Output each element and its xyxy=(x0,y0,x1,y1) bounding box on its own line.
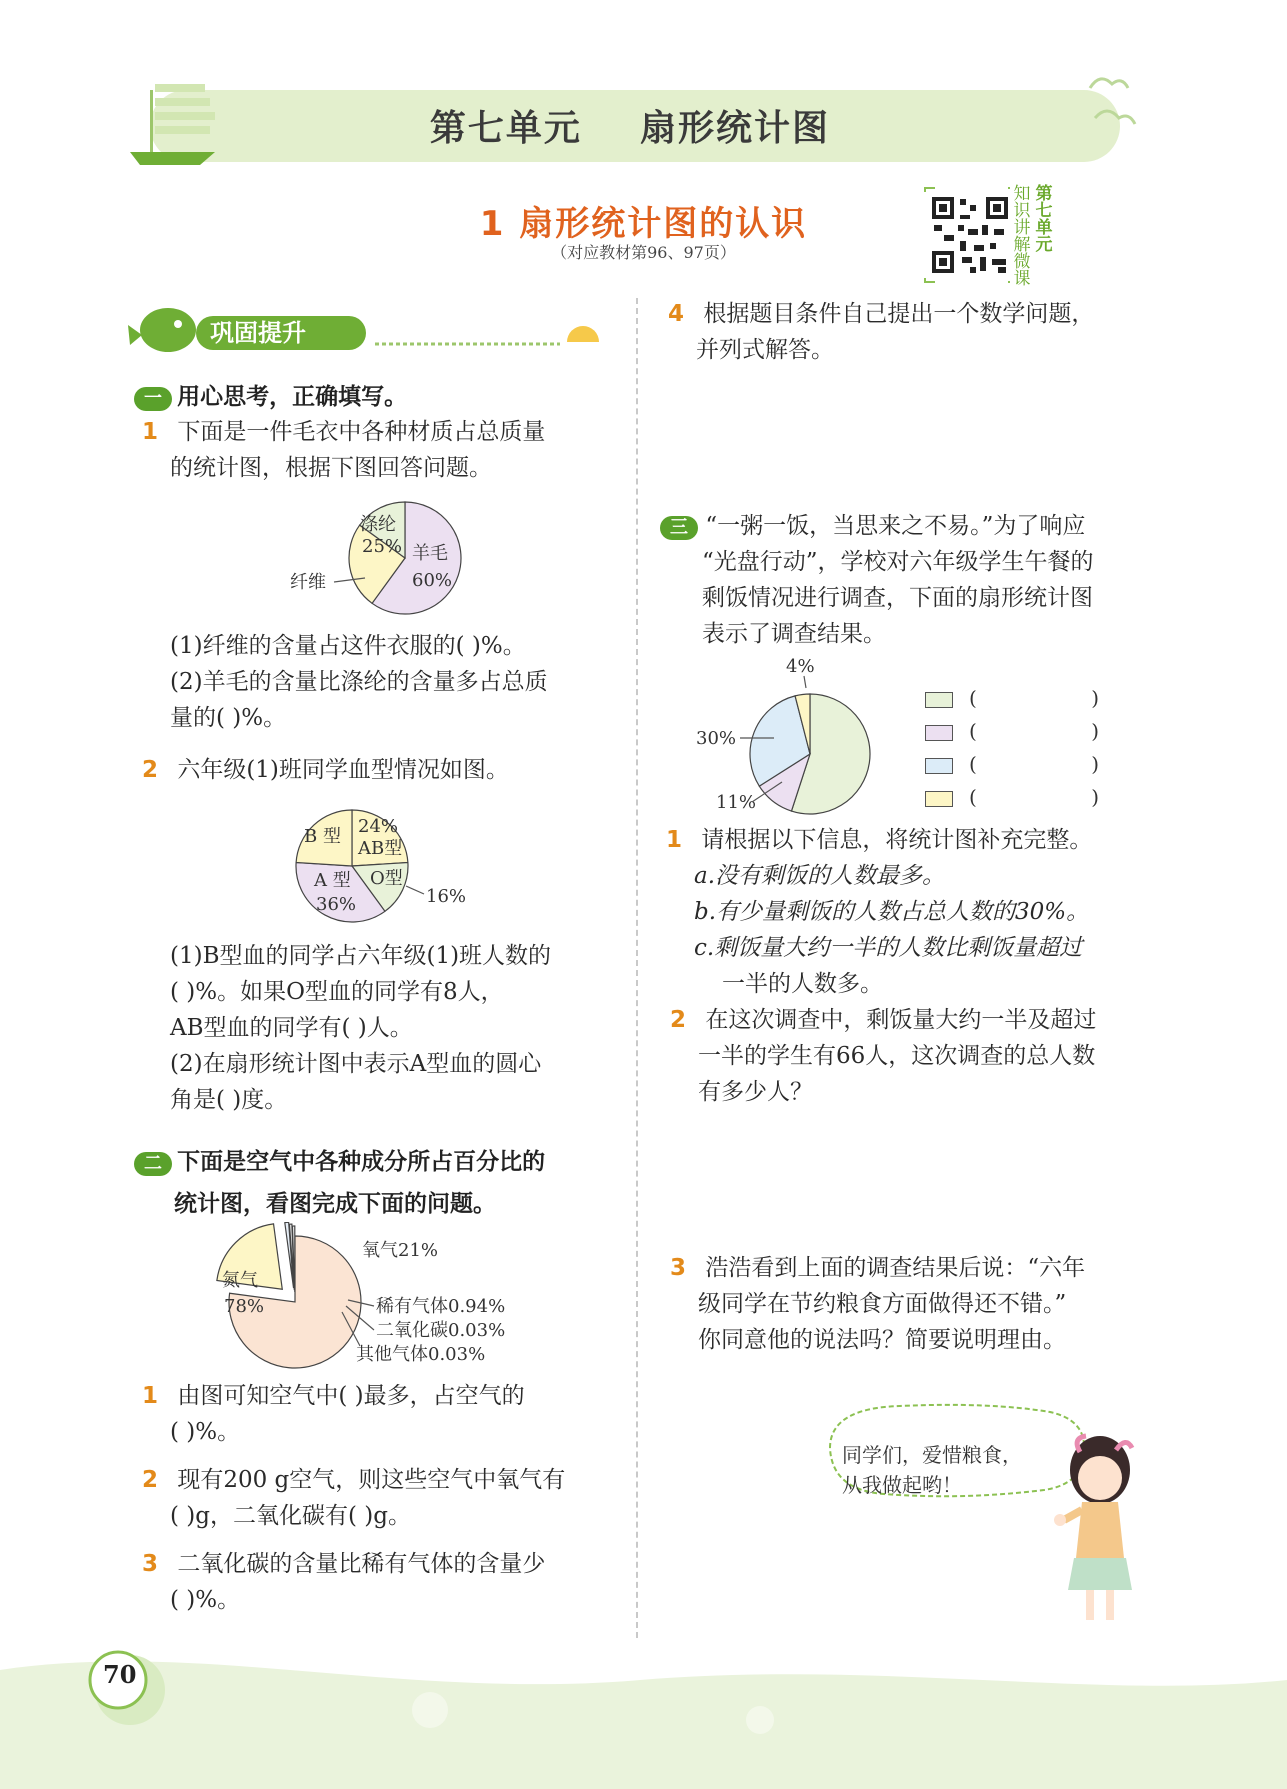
speech-line: 从我做起哟！ xyxy=(842,1473,962,1497)
question-number: 3 xyxy=(142,1551,159,1577)
question-4 xyxy=(668,296,1094,368)
chart-label-11pct: 11% xyxy=(716,792,757,813)
part1-badge: 一 xyxy=(134,387,172,411)
qr-label-line-2: 第七单元 xyxy=(1035,184,1053,255)
part3-badge: 三 xyxy=(660,516,698,540)
air-composition-pie-chart xyxy=(200,1222,540,1372)
question-number: 2 xyxy=(142,757,159,783)
part1-title: 用心思考，正确填写。 xyxy=(177,384,408,410)
subquestion: (2)羊毛的含量比涤纶的含量多占总质 xyxy=(170,669,548,695)
condition-item: 一半的人数多。 xyxy=(722,971,883,997)
chart-label-dl: 涤纶 xyxy=(360,514,396,535)
part3-question-1 xyxy=(666,822,1092,1002)
chart-label-ym: 羊毛 xyxy=(412,543,448,564)
legend-blank[interactable]: ( ) xyxy=(969,752,1100,776)
question-text: 根据题目条件自己提出一个数学问题， xyxy=(703,301,1095,327)
question-number: 1 xyxy=(142,419,159,445)
question-number: 3 xyxy=(670,1255,687,1281)
part2-question-3 xyxy=(142,1546,545,1618)
question-number: 2 xyxy=(670,1007,687,1033)
question-number: 1 xyxy=(666,827,683,853)
chart-label-30pct: 30% xyxy=(696,728,737,749)
part2-title: 统计图，看图完成下面的问题。 xyxy=(174,1191,496,1217)
chart-legend xyxy=(925,686,1125,816)
legend-blank[interactable]: ( ) xyxy=(969,686,1100,710)
chart-label-ab-pct: 24% xyxy=(358,816,399,837)
chart-label-a: A 型 xyxy=(314,870,351,891)
question-text: 的统计图，根据下图回答问题。 xyxy=(170,455,492,481)
section-subtitle: （对应教材第96、97页） xyxy=(551,243,736,262)
speech-bubble-text xyxy=(842,1440,1022,1500)
condition-item: b.有少量剩饭的人数占总人数的30%。 xyxy=(694,899,1090,925)
question-2 xyxy=(142,752,509,788)
chart-label-4pct: 4% xyxy=(786,656,815,677)
chart-label-ab: AB型 xyxy=(358,838,403,859)
qr-code-icon[interactable] xyxy=(930,195,1010,275)
chart-label-other: 其他气体0.03% xyxy=(356,1344,486,1365)
part2-title: 下面是空气中各种成分所占百分比的 xyxy=(177,1149,546,1175)
part3-intro xyxy=(660,508,1094,652)
practice-banner-label: 巩固提升 xyxy=(210,319,306,347)
chart-label-o: O型 xyxy=(370,868,403,889)
question-text: 二氧化碳的含量比稀有气体的含量少 xyxy=(177,1551,546,1577)
condition-item: c.剩饭量大约一半的人数比剩饭量超过 xyxy=(694,935,1083,961)
question-text: 浩浩看到上面的调查结果后说：“六年 xyxy=(705,1255,1086,1281)
chart-label-xw: 纤维 xyxy=(290,572,326,593)
subquestion: (1)B型血的同学占六年级(1)班人数的 xyxy=(170,943,552,969)
question-text: 有多少人？ xyxy=(698,1079,813,1105)
question-text: 在这次调查中，剩饭量大约一半及超过 xyxy=(705,1007,1097,1033)
section-title: 1 扇形统计图的认识 xyxy=(479,204,808,244)
legend-blank[interactable]: ( ) xyxy=(969,785,1100,809)
question-number: 2 xyxy=(142,1467,159,1493)
speech-line: 同学们，爱惜粮食， xyxy=(842,1443,1022,1467)
part1-header xyxy=(134,378,407,411)
part3-question-3 xyxy=(670,1250,1085,1358)
question-text: 请根据以下信息，将统计图补充完整。 xyxy=(701,827,1093,853)
question-text: 一半的学生有66人，这次调查的总人数 xyxy=(698,1043,1096,1069)
question-text: ( )%。 xyxy=(170,1587,241,1613)
question-text: 由图可知空气中( )最多，占空气的 xyxy=(177,1383,525,1409)
question-1-subparts xyxy=(170,628,548,736)
legend-swatch-yellow xyxy=(925,791,953,807)
part2-badge: 二 xyxy=(134,1152,172,1176)
unit-title: 第七单元 扇形统计图 xyxy=(429,107,831,149)
chart-label-a-pct: 36% xyxy=(316,894,357,915)
subquestion: (1)纤维的含量占这件衣服的( )%。 xyxy=(170,633,526,659)
qr-label-line-1: 知识讲解微课 xyxy=(1013,184,1031,289)
subquestion: (2)在扇形统计图中表示A型血的圆心 xyxy=(170,1051,542,1077)
qr-label xyxy=(1012,184,1058,289)
question-text: 级同学在节约粮食方面做得还不错。” xyxy=(698,1291,1067,1317)
question-text: 并列式解答。 xyxy=(696,337,834,363)
question-text: 下面是一件毛衣中各种材质占总质量 xyxy=(177,419,546,445)
question-2-subparts xyxy=(170,938,551,1118)
intro-text: “一粥一饭，当思来之不易。”为了响应 xyxy=(705,513,1086,539)
chart-label-co2: 二氧化碳0.03% xyxy=(376,1320,506,1341)
subquestion: 角是( )度。 xyxy=(170,1087,288,1113)
subquestion: ( )%。如果O型血的同学有8人， xyxy=(170,979,504,1005)
question-1 xyxy=(142,414,545,486)
chart-label-o-pct: 16% xyxy=(426,886,467,907)
question-text: 你同意他的说法吗？简要说明理由。 xyxy=(698,1327,1066,1353)
chart-label-n-pct: 78% xyxy=(224,1296,265,1317)
pie-slices xyxy=(750,694,870,814)
question-text: ( )g，二氧化碳有( )g。 xyxy=(170,1503,411,1529)
chart-label-rare: 稀有气体0.94% xyxy=(376,1296,506,1317)
legend-swatch-blue xyxy=(925,758,953,774)
chart-label-b: B 型 xyxy=(304,826,341,847)
question-text: 现有200 g空气，则这些空气中氧气有 xyxy=(177,1467,566,1493)
part2-question-1 xyxy=(142,1378,525,1450)
subquestion: 量的( )%。 xyxy=(170,705,287,731)
column-divider xyxy=(636,298,638,1638)
chart-label-n: 氮气 xyxy=(222,1270,258,1291)
chart-label-ym-pct: 60% xyxy=(412,570,453,591)
legend-swatch-green xyxy=(925,692,953,708)
chart-label-o2: 氧气21% xyxy=(362,1240,439,1261)
question-number: 4 xyxy=(668,301,685,327)
subquestion: AB型血的同学有( )人。 xyxy=(170,1015,413,1041)
page-number: 70 xyxy=(103,1660,137,1689)
question-text: ( )%。 xyxy=(170,1419,241,1445)
intro-text: 剩饭情况进行调查，下面的扇形统计图 xyxy=(702,585,1093,611)
condition-item: a.没有剩饭的人数最多。 xyxy=(694,863,946,889)
part3-question-2 xyxy=(670,1002,1096,1110)
banner-decoration xyxy=(128,308,608,362)
question-number: 1 xyxy=(142,1383,159,1409)
question-text: 六年级(1)班同学血型情况如图。 xyxy=(177,757,509,783)
leftover-survey-pie-chart xyxy=(690,652,890,822)
part2-question-2 xyxy=(142,1462,565,1534)
legend-swatch-purple xyxy=(925,725,953,741)
intro-text: 表示了调查结果。 xyxy=(702,621,886,647)
intro-text: “光盘行动”，学校对六年级学生午餐的 xyxy=(702,549,1094,575)
sweater-material-pie-chart xyxy=(280,496,480,626)
legend-blank[interactable]: ( ) xyxy=(969,719,1100,743)
blood-type-pie-chart xyxy=(282,806,482,926)
chart-label-dl-pct: 25% xyxy=(362,536,403,557)
unit-banner xyxy=(130,88,1130,162)
part2-header xyxy=(134,1142,545,1226)
